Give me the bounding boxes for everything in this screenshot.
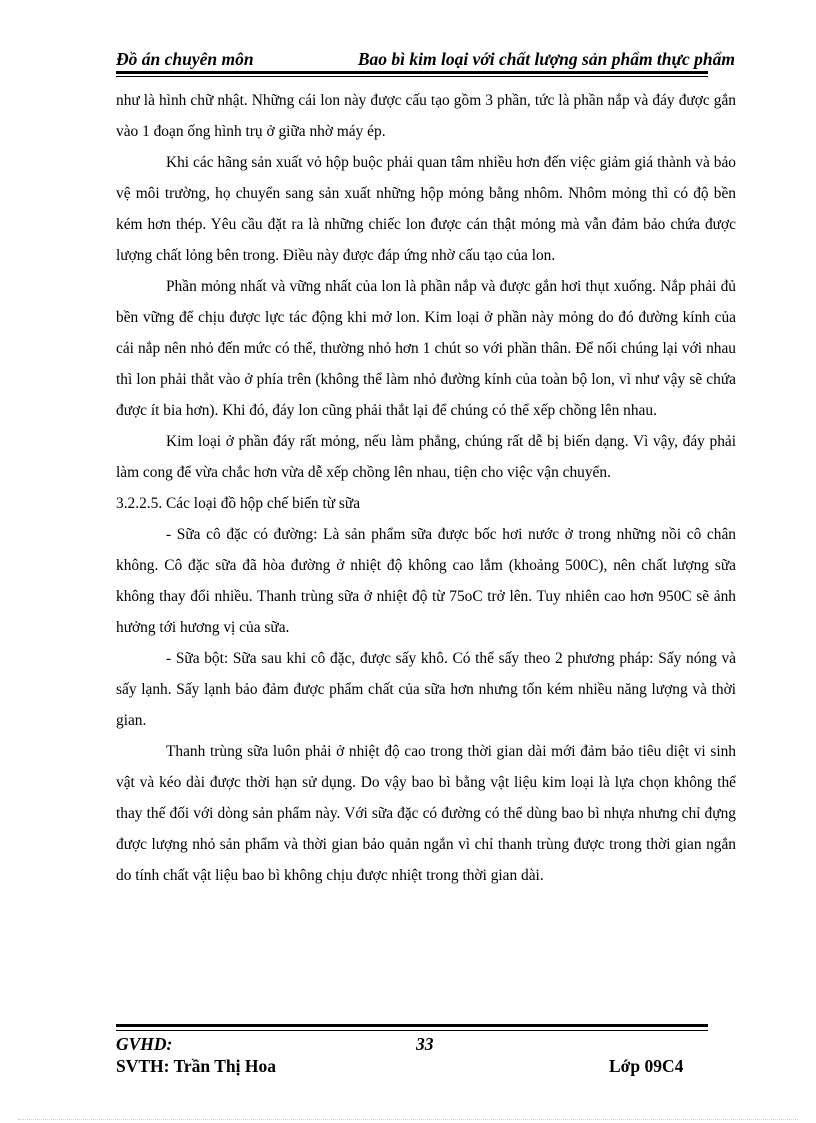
section-heading: 3.2.2.5. Các loại đồ hộp chế biến từ sữa — [116, 495, 361, 512]
footer-student: SVTH: Trần Thị Hoa — [116, 1056, 276, 1076]
header-document-type: Đồ án chuyên môn — [116, 49, 254, 69]
header-rule-thin — [116, 76, 708, 77]
page-header — [116, 46, 738, 70]
page-body — [116, 85, 736, 891]
paragraph-continuation: như là hình chữ nhật. Những cái lon này được cấu tạo gồm 3 phần, tức là phần nắp và đáy được gắn vào 1 đoạn ống hình trụ ở giữa nhờ máy ép. — [116, 92, 736, 140]
paragraph-milk-powder: - Sữa bột: Sữa sau khi cô đặc, được sấy khô. Có thể sấy theo 2 phương pháp: Sấy nóng và sấy lạnh. Sấy lạnh bảo đảm được phẩm chất của sữa hơn nhưng tốn kém nhiều năng lượng và thời gian. — [116, 650, 736, 729]
paragraph-can-lid: Phần mỏng nhất và vững nhất của lon là phần nắp và được gắn hơi thụt xuống. Nắp phải đủ bền vững để chịu được lực tác động khi mở lon. Kim loại ở phần này mỏng do đó đường kính của cái nắp nên nhỏ đến mức có thể, thường nhỏ hơn 1 chút so với phần thân. Để nối chúng lại với nhau thì lon phải thắt vào ở phía trên (không thể làm nhỏ đường kính của toàn bộ lon, vì như vậy sẽ chứa được ít bia hơn). Khi đó, đáy lon cũng phải thắt lại để chúng có thể xếp chồng lên nhau. — [116, 278, 736, 419]
paragraph-condensed-milk: - Sữa cô đặc có đường: Là sản phẩm sữa được bốc hơi nước ở trong những nồi cô chân không. Cô đặc sữa đã hòa đường ở nhiệt độ không cao lắm (khoảng 500C), nên chất lượng sữa không thay đổi nhiều. Thanh trùng sữa ở nhiệt độ từ 75oC trở lên. Tuy nhiên cao hơn 950C sẽ ảnh hưởng tới hương vị của sữa. — [116, 526, 736, 636]
page-edge-divider — [18, 1119, 798, 1120]
footer-class: Lớp 09C4 — [609, 1056, 684, 1076]
header-rule-thick — [116, 71, 708, 74]
paragraph-sterilization: Thanh trùng sữa luôn phải ở nhiệt độ cao trong thời gian dài mới đảm bảo tiêu diệt vi sinh vật và kéo dài được thời hạn sử dụng. Do vậy bao bì bằng vật liệu kim loại là lựa chọn không thể thay thế đối với dòng sản phẩm này. Với sữa đặc có đường có thể dùng bao bì nhựa nhưng chỉ đựng được lượng nhỏ sản phẩm và thời gian bảo quản ngắn vì chỉ thanh trùng được trong thời gian ngắn do tính chất vật liệu bao bì không chịu được nhiệt trong thời gian dài. — [116, 743, 736, 884]
paragraph-aluminum-cans: Khi các hãng sản xuất vỏ hộp buộc phải quan tâm nhiều hơn đến việc giảm giá thành và bảo vệ môi trường, họ chuyển sang sản xuất những hộp mỏng bằng nhôm. Nhôm mỏng thì có độ bền kém hơn thép. Yêu cầu đặt ra là những chiếc lon được cán thật mỏng mà vẫn đảm bảo chứa được lượng chất lỏng bên trong. Điều này được đáp ứng nhờ cấu tạo của lon. — [116, 154, 736, 264]
footer-rule-thin — [116, 1030, 708, 1031]
page-footer — [116, 1034, 716, 1082]
page-number: 33 — [416, 1034, 434, 1054]
paragraph-can-bottom: Kim loại ở phần đáy rất mỏng, nếu làm phẳng, chúng rất dễ bị biến dạng. Vì vậy, đáy phải làm cong để vừa chắc hơn vừa dễ xếp chồng lên nhau, tiện cho việc vận chuyển. — [116, 433, 736, 481]
footer-rule-thick — [116, 1024, 708, 1027]
footer-gvhd: GVHD: — [116, 1034, 173, 1054]
header-document-title: Bao bì kim loại với chất lượng sản phẩm thực phẩm — [357, 49, 735, 69]
